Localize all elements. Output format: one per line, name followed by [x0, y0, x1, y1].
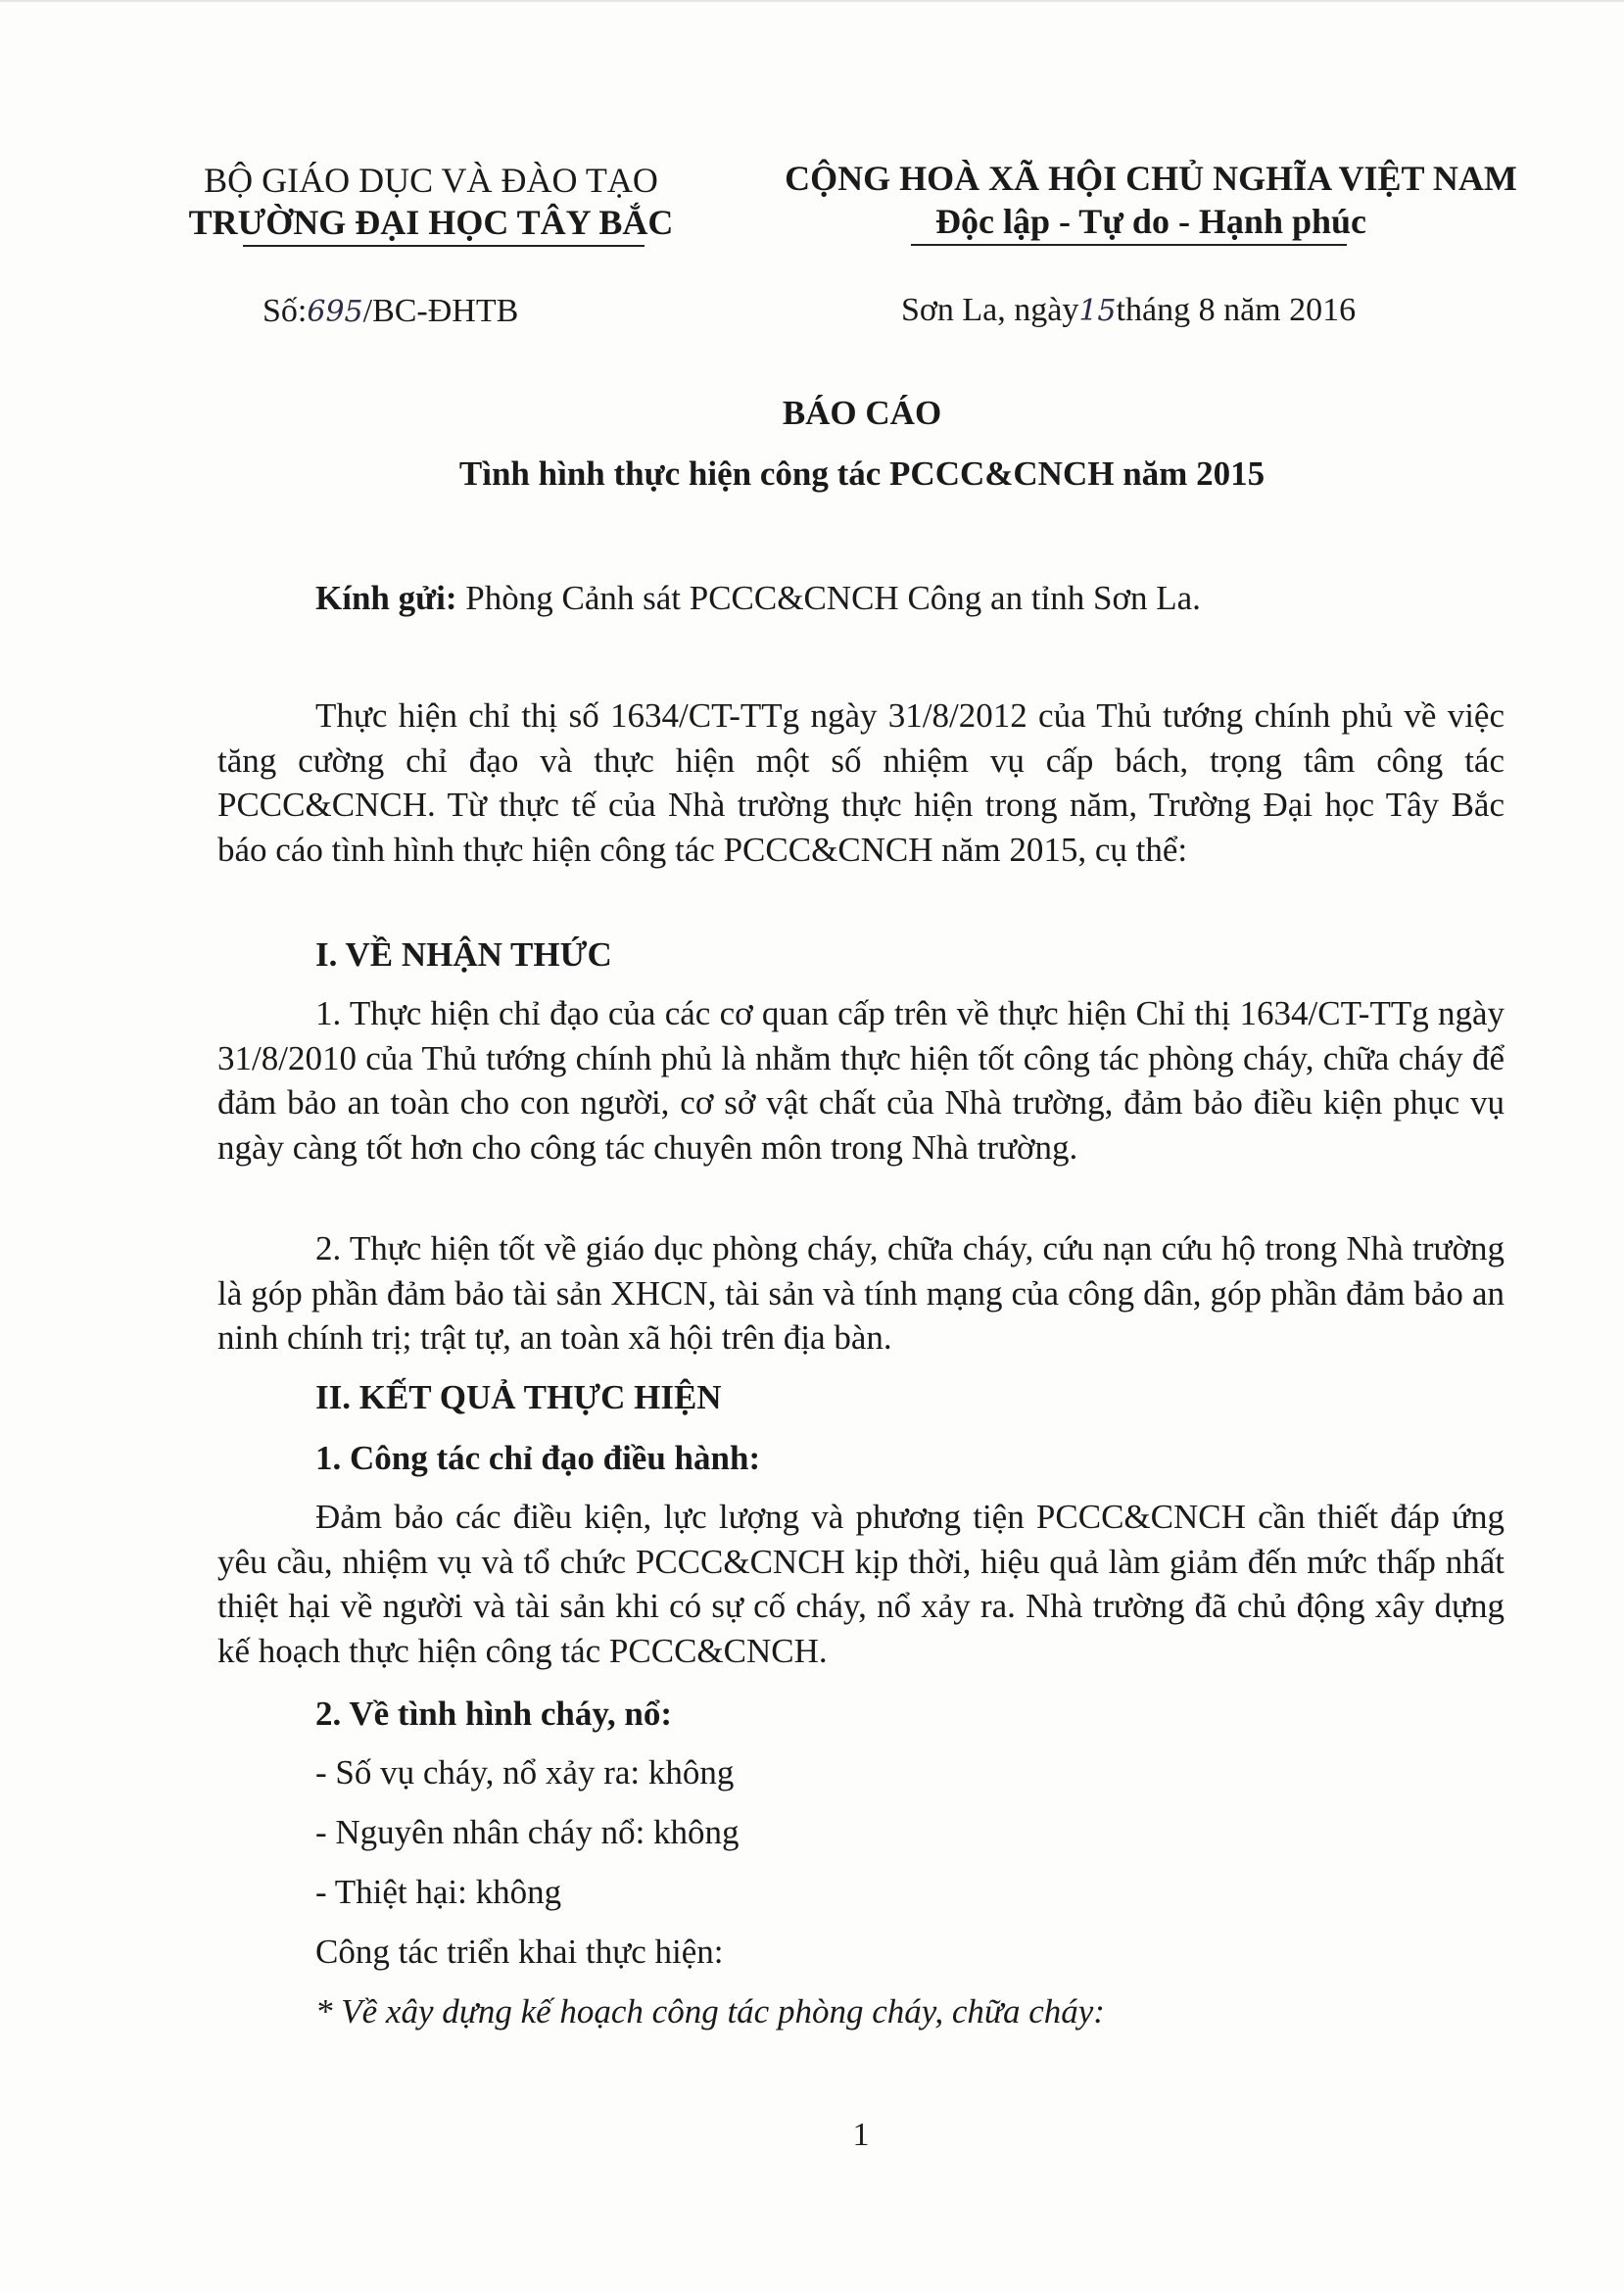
- handwritten-number: 695: [307, 295, 363, 329]
- plan-heading: * Về xây dựng kế hoạch công tác phòng cháy, chữa cháy:: [315, 1992, 1105, 2030]
- section1-paragraph-1: 1. Thực hiện chỉ đạo của các cơ quan cấp trên về thực hiện Chỉ thị 1634/CT-TTg ngày 31/8/2010 của Thủ tướng chính phủ là nhằm thực hiện tốt công tác phòng cháy, chữa cháy để đảm bảo an toàn cho con người, cơ sở vật chất của Nhà trường, đảm bảo điều kiện phục vụ ngày càng tốt hơn cho công tác chuyên môn trong Nhà trường.: [217, 994, 1505, 1167]
- school-underline: [243, 245, 645, 247]
- ministry-name: BỘ GIÁO DỤC VÀ ĐÀO TẠO: [204, 161, 658, 200]
- intro-paragraph: Thực hiện chỉ thị số 1634/CT-TTg ngày 31/8/2012 của Thủ tướng chính phủ về việc tăng cường chỉ đạo và thực hiện một số nhiệm vụ cấp bách, trọng tâm công tác PCCC&CNCH. Từ thực tế của Nhà trường thực hiện trong năm, Trường Đại học Tây Bắc báo cáo tình hình thực hiện công tác PCCC&CNCH năm 2015, cụ thể:: [217, 696, 1505, 869]
- handwritten-day: 15: [1078, 294, 1117, 328]
- document-number: Số:695/BC-ĐHTB: [263, 293, 519, 329]
- subsection2-heading: 2. Về tình hình cháy, nổ:: [315, 1695, 673, 1733]
- report-title: BÁO CÁO: [782, 394, 942, 432]
- recipient-line: [315, 576, 1201, 620]
- nation-name: CỘNG HOÀ XÃ HỘI CHỦ NGHĨA VIỆT NAM: [785, 159, 1517, 198]
- subsection1-heading: 1. Công tác chỉ đạo điều hành:: [315, 1439, 761, 1477]
- section1-heading: I. VỀ NHẬN THỨC: [315, 935, 612, 974]
- recipient-value: Phòng Cảnh sát PCCC&CNCH Công an tỉnh Sơn La.: [465, 579, 1201, 617]
- recipient-label: Kính gửi:: [315, 579, 457, 617]
- school-name: TRƯỜNG ĐẠI HỌC TÂY BẮC: [188, 203, 674, 242]
- report-subtitle: Tình hình thực hiện công tác PCCC&CNCH năm 2015: [458, 454, 1266, 493]
- document-date: Sơn La, ngày15tháng 8 năm 2016: [901, 292, 1357, 328]
- fire-item-count: - Số vụ cháy, nổ xảy ra: không: [315, 1753, 735, 1791]
- page-number: 1: [852, 2117, 870, 2153]
- subsection1-paragraph: Đảm bảo các điều kiện, lực lượng và phương tiện PCCC&CNCH cần thiết đáp ứng yêu cầu, nhiệm vụ và tổ chức PCCC&CNCH kịp thời, hiệu quả làm giảm đến mức thấp nhất thiệt hại về người và tài sản khi có sự cố cháy, nổ xảy ra. Nhà trường đã chủ động xây dựng kế hoạch thực hiện công tác PCCC&CNCH.: [217, 1498, 1505, 1670]
- motto-underline: [911, 244, 1347, 246]
- fire-item-damage: - Thiệt hại: không: [315, 1873, 562, 1911]
- fire-item-cause: - Nguyên nhân cháy nổ: không: [315, 1813, 740, 1851]
- section2-heading: II. KẾT QUẢ THỰC HIỆN: [315, 1378, 722, 1416]
- implementation-label: Công tác triển khai thực hiện:: [315, 1933, 724, 1971]
- section1-paragraph-2: 2. Thực hiện tốt về giáo dục phòng cháy, chữa cháy, cứu nạn cứu hộ trong Nhà trường là góp phần đảm bảo tài sản XHCN, tài sản và tính mạng của công dân, góp phần đảm bảo an ninh chính trị; trật tự, an toàn xã hội trên địa bàn.: [217, 1229, 1505, 1357]
- national-motto: Độc lập - Tự do - Hạnh phúc: [934, 202, 1367, 241]
